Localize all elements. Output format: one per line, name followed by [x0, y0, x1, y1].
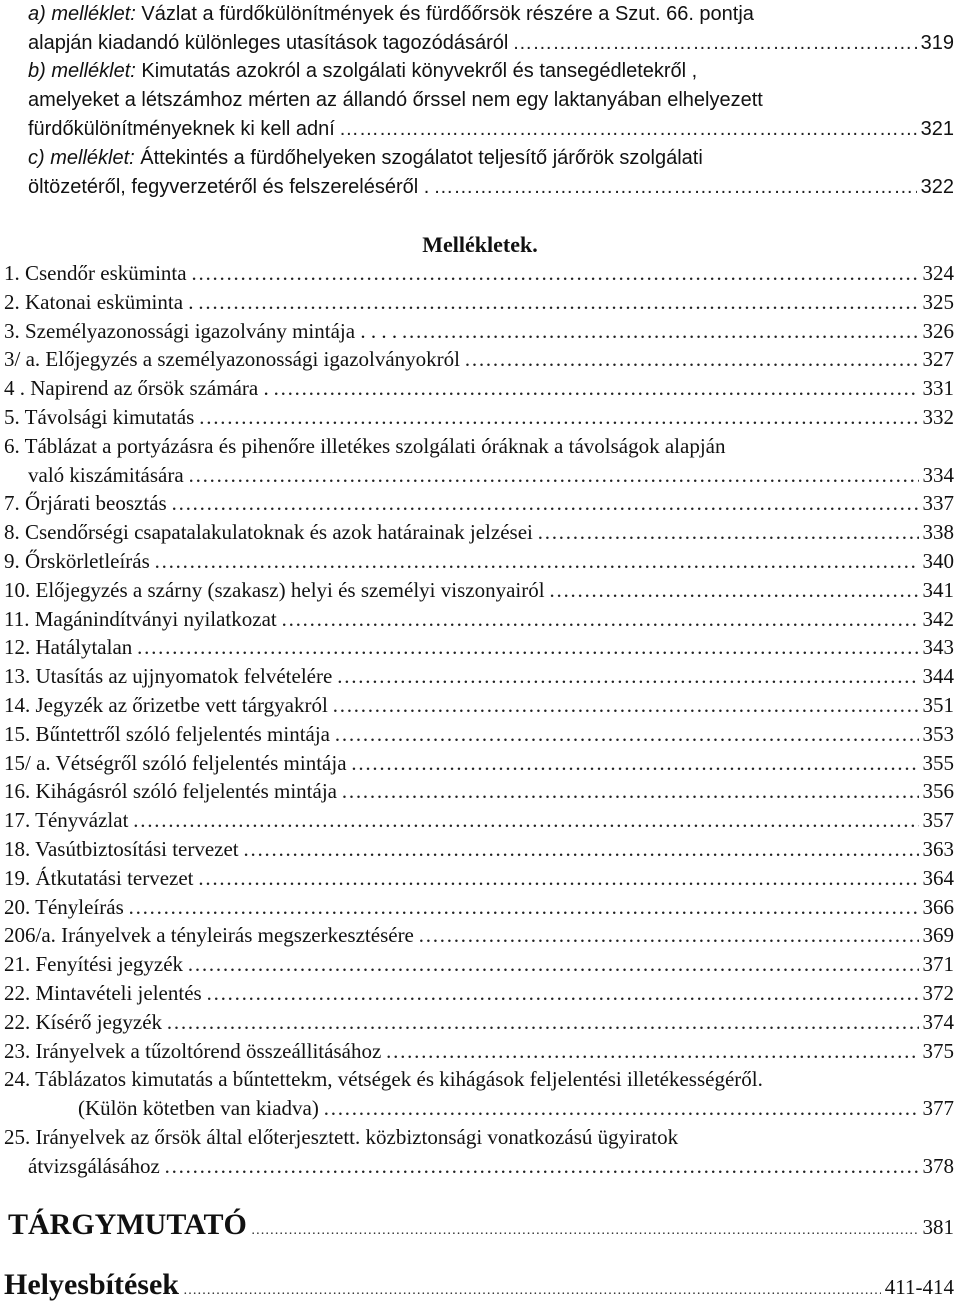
leader-dots [206, 979, 919, 1008]
page-number: 344 [922, 664, 954, 689]
toc-entry-label: 206/a. Irányelvek a tényleirás megszerkesztésére [4, 923, 414, 948]
page-number: 343 [922, 635, 954, 660]
toc-entry-label: 21. Fenyítési jegyzék [4, 952, 184, 977]
page-number: 369 [922, 923, 954, 948]
toc-entry[interactable] [4, 374, 954, 403]
toc-entry-label: 23. Irányelvek a tűzoltórend összeállitásához [4, 1038, 382, 1063]
leader-dots [198, 864, 919, 893]
page-number: 364 [922, 865, 954, 890]
page-number: 332 [922, 405, 954, 429]
appendix-a-prefix: a) melléklet: [28, 3, 136, 25]
toc-entry-label: 14. Jegyzék az őrizetbe vett tárgyakról [4, 693, 328, 717]
toc-entry[interactable] [4, 691, 954, 720]
toc-entry[interactable] [4, 317, 954, 346]
appendix-a-line2[interactable] [28, 29, 954, 58]
page-number: 321 [920, 118, 954, 140]
leader-dots [385, 1037, 918, 1066]
page-number: 356 [922, 779, 954, 804]
toc-entry-label: 12. Hatálytalan [4, 635, 133, 660]
toc-entry-label: 10. Előjegyzés a szárny (szakasz) helyi és személyi viszonyairól [4, 577, 545, 602]
page-number: 351 [922, 693, 954, 717]
toc-entry[interactable] [4, 950, 954, 979]
appendix-c-line1 [28, 144, 960, 173]
toc-entry[interactable] [4, 605, 954, 634]
leader-dots [401, 317, 918, 346]
toc-entry[interactable] [4, 979, 954, 1008]
toc-entry-label: 5. Távolsági kimutatás [4, 405, 195, 429]
page-number: 411-414 [884, 1275, 954, 1299]
leader-dots [336, 662, 918, 691]
toc-entry[interactable] [4, 576, 954, 605]
leader-dots [198, 288, 919, 317]
appendix-c-line2[interactable] [28, 173, 954, 202]
leader-dots [136, 633, 918, 662]
toc-entry-label: 9. Őrskörletleírás [4, 549, 150, 573]
leader-dots [512, 29, 916, 58]
toc-entry[interactable] [4, 720, 954, 749]
leader-dots [154, 547, 919, 576]
appendix-b-line2 [28, 86, 960, 115]
leader-dots [537, 518, 919, 547]
leader-dots [164, 1152, 919, 1181]
page-number: 363 [922, 837, 954, 861]
page-number: 326 [922, 318, 954, 343]
toc-entry-label: 20. Tényleírás [4, 894, 124, 919]
toc-entry-label: 18. Vasútbiztosítási tervezet [4, 837, 239, 861]
toc-entry[interactable] [78, 1094, 954, 1123]
page-number: 327 [922, 347, 954, 372]
toc-entry-label: 22. Mintavételi jelentés [4, 981, 202, 1005]
toc-entry[interactable] [4, 921, 954, 950]
page-number: 337 [922, 491, 954, 516]
toc-entry-label: 4 . Napirend az őrsök számára . [4, 376, 269, 401]
appendix-b-prefix: b) melléklet: [28, 60, 136, 82]
leader-dots [128, 893, 919, 922]
toc-entry-label: 13. Utasítás az ujjnyomatok felvételére [4, 664, 333, 689]
appendix-c-text2: öltözetéről, fegyverzetéről és felszereléséről . [28, 176, 430, 198]
leader-dots [464, 345, 918, 374]
toc-entry-label: 6. Táblázat a portyázásra és pihenőre illetékes szolgálati óráknak a távolságok alapján [4, 433, 726, 458]
leader-dots [243, 835, 919, 864]
toc-entry[interactable] [4, 893, 954, 922]
toc-entry-label: (Külön kötetben van kiadva) [78, 1096, 319, 1121]
appendix-b-line3[interactable] [28, 115, 954, 144]
appendix-b-text3: fürdőkülönítményeknek ki kell adní [28, 118, 335, 140]
appendix-b-text2: amelyeket a létszámhoz mérten az állandó őrssel nem egy laktanyában elhelyezett [28, 89, 763, 111]
leader-dots [251, 1211, 919, 1251]
leader-dots [273, 374, 919, 403]
toc-entry[interactable] [4, 345, 954, 374]
toc-entry-label: 15. Bűntettről szóló feljelentés mintája [4, 721, 331, 746]
page-number: 334 [922, 462, 954, 487]
page-number: 319 [920, 32, 954, 54]
page-number: 371 [922, 952, 954, 977]
page-number: 341 [922, 577, 954, 602]
appendix-a-line1 [28, 0, 960, 29]
leader-dots [132, 806, 918, 835]
section-title: Mellékletek. [422, 232, 538, 257]
page-number: 325 [922, 289, 954, 314]
leader-dots [418, 921, 919, 950]
leader-dots [187, 950, 918, 979]
leader-dots [339, 115, 917, 144]
toc-entry-label: 1. Csendőr esküminta [4, 261, 187, 285]
page-number: 324 [922, 261, 954, 285]
toc-entry-label: 8. Csendőrségi csapatalakulatoknak és azok határainak jelzései [4, 520, 533, 545]
toc-entry[interactable] [4, 518, 954, 547]
leader-dots [323, 1094, 919, 1123]
toc-entry-label: 7. Őrjárati beosztás [4, 491, 167, 516]
appendix-c-prefix: c) melléklet: [28, 147, 135, 169]
leader-dots [334, 720, 918, 749]
leader-dots [281, 605, 919, 634]
page-number: 353 [922, 721, 954, 746]
corrections-label: Helyesbítések [4, 1268, 179, 1301]
page-number: 340 [922, 549, 954, 573]
toc-entry[interactable] [4, 1008, 954, 1037]
toc-entry[interactable] [4, 1037, 954, 1066]
appendix-b-text: Kimutatás azokról a szolgálati könyvekről és tansegédletekről , [135, 60, 698, 82]
leader-dots [171, 489, 919, 518]
leader-dots [183, 1271, 881, 1311]
toc-entry-label: átvizsgálásához [28, 1153, 160, 1178]
page-number: 338 [922, 520, 954, 545]
leader-dots [166, 1008, 918, 1037]
page-number: 331 [922, 376, 954, 401]
leader-dots [351, 749, 919, 778]
page-number: 366 [922, 894, 954, 919]
leader-dots [332, 691, 919, 720]
toc-entry-label: 22. Kísérő jegyzék [4, 1009, 163, 1034]
page-number: 374 [922, 1009, 954, 1034]
toc-entry-label: 3/ a. Előjegyzés a személyazonossági igazolványokról [4, 347, 461, 372]
toc-entry[interactable] [4, 777, 954, 806]
toc-entry-label: 16. Kihágásról szóló feljelentés mintája [4, 779, 337, 804]
appendix-a-text: Vázlat a fürdőkülönítmények és fürdőőrsök részére a Szut. 66. pontja [135, 3, 754, 25]
toc-entry[interactable] [28, 1152, 954, 1181]
toc-entry[interactable] [4, 547, 954, 576]
toc-entry-line1 [4, 1123, 960, 1152]
toc-entry-label: való kiszámitására [28, 462, 184, 487]
page-number: 322 [920, 176, 954, 198]
toc-entry[interactable] [4, 662, 954, 691]
toc-entry[interactable] [4, 633, 954, 662]
leader-dots [341, 777, 919, 806]
toc-entry-label: 2. Katonai esküminta . [4, 289, 194, 314]
toc-entry-label: 11. Magánindítványi nyilatkozat [4, 606, 277, 631]
appendix-c-text: Áttekintés a fürdőhelyeken szogálatot teljesítő járőrök szolgálati [134, 147, 703, 169]
leader-dots [188, 461, 919, 490]
page-number: 378 [922, 1153, 954, 1178]
appendix-a-text2: alapján kiadandó különleges utasítások tagozódásáról [28, 32, 509, 54]
leader-dots [191, 259, 919, 288]
toc-entry[interactable] [28, 461, 954, 490]
page-number: 375 [922, 1038, 954, 1063]
toc-entry[interactable] [4, 403, 954, 432]
page-number: 355 [922, 750, 954, 775]
toc-entry-line1 [4, 1065, 960, 1094]
toc-entry-label: 17. Tényvázlat [4, 808, 129, 833]
toc-entry-label: 3. Személyazonossági igazolvány mintája . . . . [4, 318, 398, 343]
leader-dots [198, 403, 918, 432]
toc-entry[interactable] [4, 259, 954, 288]
toc-entry-line1 [4, 432, 960, 461]
index-label: TÁRGYMUTATÓ [8, 1208, 247, 1241]
leader-dots [433, 173, 916, 202]
appendix-b-line1 [28, 57, 960, 86]
index-entry[interactable] [8, 1205, 954, 1245]
toc-entry-label: 19. Átkutatási tervezet [4, 865, 194, 890]
page-number: 357 [922, 808, 954, 833]
corrections-entry[interactable] [4, 1265, 954, 1305]
leader-dots [549, 576, 919, 605]
page-number: 342 [922, 606, 954, 631]
toc-entry-label: 25. Irányelvek az őrsök által előterjesztett. közbiztonsági vonatkozású ügyiratok [4, 1125, 679, 1149]
toc-entry[interactable] [4, 288, 954, 317]
page-number: 372 [922, 981, 954, 1005]
page-number: 381 [922, 1215, 954, 1239]
page-number: 377 [922, 1096, 954, 1121]
toc-entry[interactable] [4, 864, 954, 893]
toc-entry[interactable] [4, 489, 954, 518]
toc-entry[interactable] [4, 806, 954, 835]
toc-entry-label: 24. Táblázatos kimutatás a bűntettekm, vétségek és kihágások feljelentési illetékességéről. [4, 1067, 763, 1092]
toc-entry-label: 15/ a. Vétségről szóló feljelentés mintája [4, 750, 347, 775]
toc-entry[interactable] [4, 749, 954, 778]
toc-entry[interactable] [4, 835, 954, 864]
